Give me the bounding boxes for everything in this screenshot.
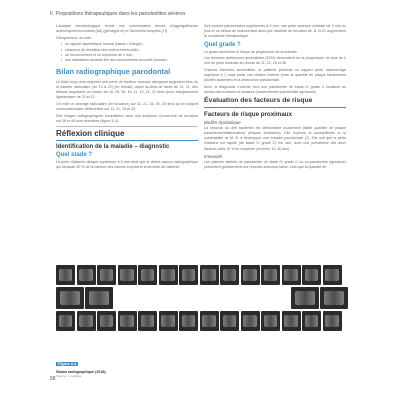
radiograph-image bbox=[179, 265, 198, 285]
top-paragraph: Des poches parodontales supérieures à 6 mm, une perte osseuse verticale de 3 mm ou plus et un défaut de ostéovertical ainsi que l'atteinte de furcation de 11 et 21 augmentent la complexité thérapeutique. bbox=[204, 24, 346, 39]
radiograph-image bbox=[282, 265, 301, 285]
radiograph-image bbox=[138, 311, 157, 331]
reflexion-rule bbox=[56, 140, 198, 141]
radiograph-image bbox=[261, 265, 280, 285]
biofilm-heading: Biofilm dysbiotique bbox=[204, 119, 241, 125]
radiograph-image bbox=[138, 265, 157, 285]
radiograph-image bbox=[118, 311, 137, 331]
identification-heading: Identification de la maladie – diagnostic bbox=[56, 143, 170, 150]
radiograph-image bbox=[56, 311, 75, 331]
biofilm-paragraph: La réponse au défi bactérien est défavorable localement (faible quantité de plaque bactérienne/inflammation) (étiques localisées). Elle exprime la susceptibilité et la vulnérabilité de M. B. à développer une maladie parodontale (7). Elle suit que la perte d'attache est rapide (de stade IV grade C) est rare, avec une prévalence des deux facteurs cités 10 % en moyenne (enchère 15–30 ans). bbox=[204, 125, 346, 151]
radiograph-image bbox=[241, 311, 260, 331]
evaluation-rule bbox=[204, 107, 346, 108]
radiograph-image bbox=[85, 287, 113, 309]
radiograph-image bbox=[159, 311, 178, 331]
bilan-paragraph-1: Le bilan long cône objective une perte de hauteur osseuse atteignant largement tiers de la hauteur radiculaire (de 13 à 22) (en mésial), allant au-delà de faces de 11, 21, des défauts angulaires au niveau de 16, 26, 36, 46, 11, 12, 21, 22 ainsi qu'un élargissement ligamentaire de 22 et 12. bbox=[56, 79, 198, 100]
immunite-heading: Immunité bbox=[204, 153, 223, 159]
radiograph-image bbox=[320, 287, 348, 309]
immunite-paragraph: Les patients atteints de parodontite de stade IV grade C ou ex-parodontite agressive) présentent globalement une réponse anticorps faible. Lors que la quantité de bbox=[204, 159, 346, 170]
figure-caption-block bbox=[56, 352, 206, 378]
radiograph-image bbox=[241, 265, 260, 285]
reflexion-heading: Réflexion clinique bbox=[56, 128, 125, 138]
list-item: • un rapport squelettique normal (classe I d'Angle) ; bbox=[61, 42, 198, 47]
quel-grade-heading: Quel grade ? bbox=[204, 41, 241, 48]
intro-paragraph: L'analyse microbiologique révèle une concentration élevée d'Aggregatibacter actinomycetemcomitans (Aa) (génotype et) et Tannerella forsythia (Tf). bbox=[56, 24, 198, 34]
intro-followup: Cliniquement, on note : bbox=[56, 35, 93, 40]
radiograph-image bbox=[323, 265, 342, 285]
radiograph-image bbox=[118, 265, 137, 285]
radiograph-image bbox=[220, 311, 239, 331]
facteurs-heading: Facteurs de risque proximaux bbox=[204, 110, 293, 118]
radiograph-image bbox=[323, 311, 342, 331]
list-item: • une édentation centrale liée des mouvements excursifs buccaux. bbox=[61, 58, 198, 63]
radiograph-image bbox=[159, 265, 178, 285]
radiograph-image bbox=[200, 265, 219, 285]
list-item: • un recouvrement et un surplomb de 2 mm ; bbox=[61, 53, 198, 58]
clinical-bullets bbox=[61, 42, 198, 63]
radiograph-image bbox=[220, 265, 239, 285]
radiograph-gap bbox=[115, 287, 290, 309]
page-number: 58 bbox=[50, 376, 56, 382]
radiograph-image bbox=[179, 311, 198, 331]
radiograph-image bbox=[261, 311, 280, 331]
figure-label: Figure 4-4 bbox=[58, 362, 77, 366]
grade-paragraph-1: Le grade recherche le risque de progression de la maladie. bbox=[204, 49, 298, 54]
figure-source: Source : L. Lafarge bbox=[56, 374, 82, 379]
radiograph-image bbox=[77, 311, 96, 331]
radiograph-image bbox=[77, 265, 96, 285]
bilan-heading: Bilan radiographique parodontal bbox=[56, 67, 171, 77]
radiograph-image bbox=[302, 311, 321, 331]
radiograph-image bbox=[200, 311, 219, 331]
radiograph-image bbox=[56, 287, 84, 309]
radiograph-image bbox=[302, 265, 321, 285]
radiograph-image bbox=[291, 287, 319, 309]
radiograph-image bbox=[56, 265, 75, 285]
quel-stade-heading: Quel stade ? bbox=[56, 152, 93, 159]
bilan-paragraph-3: Des images radiographiques compatibles avec une suspicion d'ouverture de furcation sur 26 et 46 sont détectées (figure 4-4). bbox=[56, 113, 198, 123]
grade-paragraph-3: D'autres éléments accessibles, la patiente présente un rapport perte osseuse/âge supérieur à 1 mais aussi une relation inverse entre la quantité de plaque bactérienne (biofilm bactérien) et la destruction parodontale. bbox=[204, 68, 346, 83]
section-divider bbox=[56, 126, 198, 127]
radiograph-row-lower bbox=[56, 311, 348, 331]
evaluation-heading: Évaluation des facteurs de risque bbox=[204, 97, 313, 105]
bilan-paragraph-2: On note un ancrage radiculaire (en furcation) sur 11, 21, 15, 26, 25 ainsi qu'un support coronoradiculaire défavorable sur 11, 21, 15 et 25. bbox=[56, 101, 198, 112]
running-head: II. Propositions thérapeutiques dans les parodontites sévères bbox=[50, 11, 186, 17]
grade-paragraph-2: Les données antérieures accessibles (2016) démontrent de la progression de plus de 2 mm de perte osseuse au niveau de 11, 21, 26 et 36. bbox=[204, 56, 346, 66]
radiograph-row-upper bbox=[56, 265, 348, 285]
radiograph-image bbox=[282, 311, 301, 331]
stade-paragraph: La perte d'attache clinique supérieure à 5 mm ainsi que le défect osseux radiographique qui dépasse 50 % de la hauteur des racines expriment la sévérité de l'atteinte. bbox=[56, 160, 198, 170]
grade-paragraph-4: Ainsi, le diagnostic s'oriente vers une parodontite de stade IV grade C localisée au niveau des incisives et molaires (anciennement parodontite agressive). bbox=[204, 85, 346, 95]
radiograph-image bbox=[97, 311, 116, 331]
figure-caption-title: Status radiographique (2018). bbox=[56, 370, 107, 374]
left-column bbox=[56, 24, 198, 172]
list-item: • l'absence de déviation des milieux interincisifs ; bbox=[61, 48, 198, 53]
radiograph-image bbox=[97, 265, 116, 285]
right-column bbox=[204, 24, 346, 172]
radiograph-row-middle bbox=[56, 287, 348, 309]
